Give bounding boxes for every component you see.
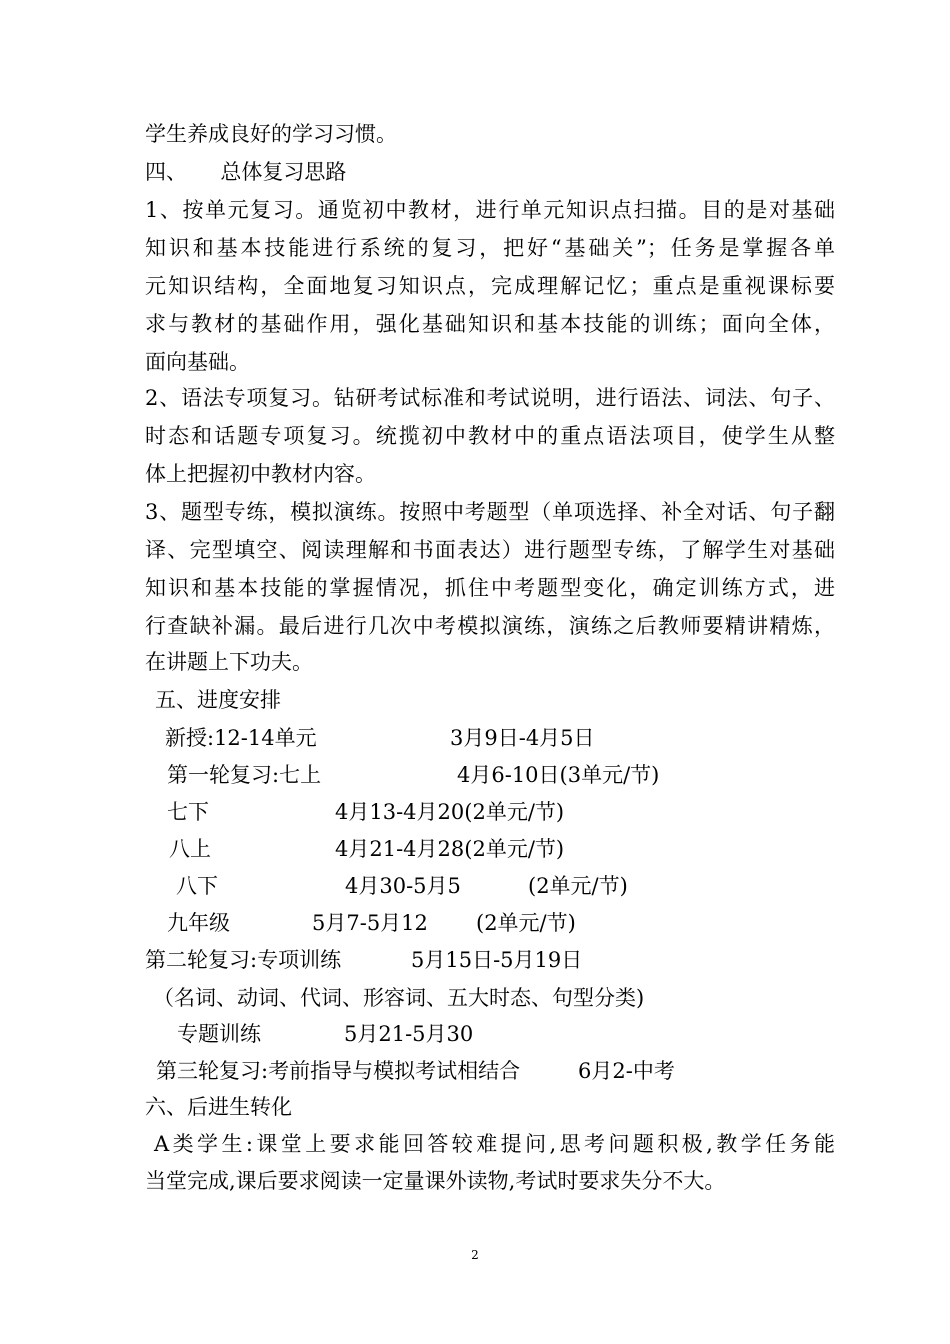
paragraph-line: 学生养成良好的学习习惯。 [145,122,397,146]
schedule-date: 3月9日-4月5日 [450,726,595,750]
schedule-date: 4月6-10日(3单元/节) [457,763,660,787]
schedule-date: 6月2-中考 [578,1059,675,1083]
paragraph-line: 知识和基本技能的掌握情况，抓住中考题型变化，确定训练方式，进 [145,576,835,600]
schedule-label: 第一轮复习:七上 [167,763,322,787]
schedule-label: 八上 [169,837,211,861]
schedule-date: 4月21-4月28(2单元/节) [335,837,565,861]
section-heading-five: 五、进度安排 [155,688,281,712]
schedule-date: 5月21-5月30 [344,1022,474,1046]
paragraph-line: 面向基础。 [145,350,250,374]
schedule-label: 八下 [176,874,218,898]
schedule-label: （名词、动词、代词、形容词、五大时态、句型分类) [153,986,645,1010]
paragraph-line: 行查缺补漏。最后进行几次中考模拟演练，演练之后教师要精讲精炼， [145,614,835,638]
page-number: 2 [471,1248,479,1262]
paragraph-line: A类学生:课堂上要求能回答较难提问,思考问题积极,教学任务能 [154,1132,835,1156]
paragraph-line: 1、按单元复习。通览初中教材，进行单元知识点扫描。目的是对基础 [145,198,835,222]
schedule-label: 第二轮复习:专项训练 [145,948,342,972]
schedule-date: 4月13-4月20(2单元/节) [335,800,565,824]
schedule-date: 5月15日-5月19日 [411,948,583,972]
schedule-date: 5月7-5月12 [312,911,428,935]
paragraph-line: 译、完型填空、阅读理解和书面表达）进行题型专练，了解学生对基础 [145,538,835,562]
schedule-date: 4月30-5月5 [345,874,461,898]
paragraph-line: 元知识结构，全面地复习知识点，完成理解记忆；重点是重视课标要 [145,274,835,298]
schedule-label: 九年级 [167,911,230,935]
paragraph-line: 在讲题上下功夫。 [145,650,313,674]
paragraph-line: 知识和基本技能进行系统的复习，把好“基础关”；任务是掌握各单 [145,236,835,260]
schedule-note: (2单元/节) [476,911,576,935]
paragraph-line: 时态和话题专项复习。统揽初中教材中的重点语法项目，使学生从整 [145,424,835,448]
paragraph-line: 当堂完成,课后要求阅读一定量课外读物,考试时要求失分不大。 [145,1169,726,1193]
schedule-note: (2单元/节) [528,874,628,898]
schedule-label: 第三轮复习:考前指导与模拟考试相结合 [156,1059,521,1083]
schedule-label: 专题训练 [177,1022,261,1046]
schedule-label: 新授:12-14单元 [165,726,317,750]
paragraph-line: 2、语法专项复习。钻研考试标准和考试说明，进行语法、词法、句子、 [145,386,835,410]
paragraph-line: 体上把握初中教材内容。 [145,462,376,486]
section-heading-four: 四、 总体复习思路 [145,160,347,184]
schedule-label: 七下 [167,800,209,824]
section-heading-six: 六、后进生转化 [145,1095,292,1119]
paragraph-line: 3、题型专练，模拟演练。按照中考题型（单项选择、补全对话、句子翻 [145,500,835,524]
paragraph-line: 求与教材的基础作用，强化基础知识和基本技能的训练；面向全体， [145,312,835,336]
